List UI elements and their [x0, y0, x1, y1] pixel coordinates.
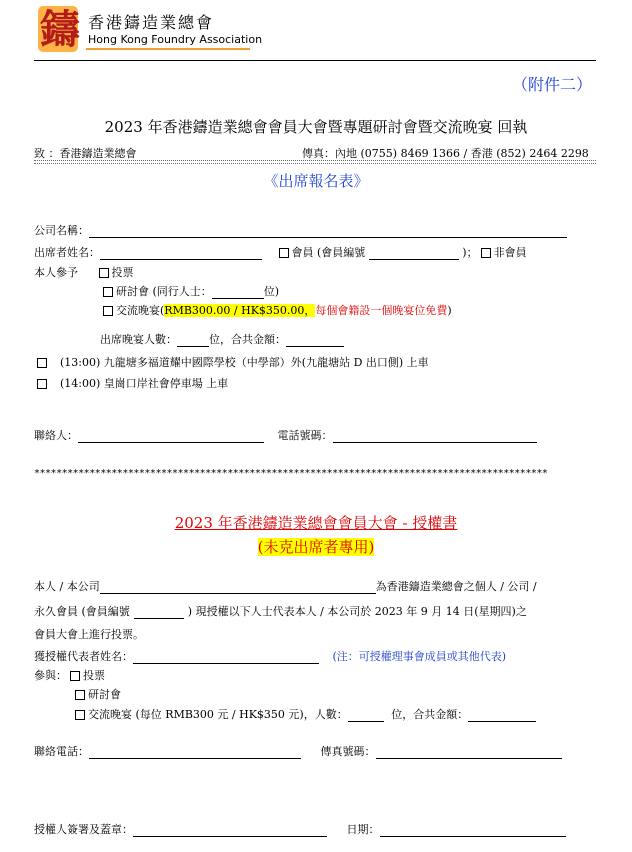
org-name-cn: 香港鑄造業總會: [88, 13, 215, 32]
join-row: [34, 264, 134, 280]
non-member-label: 非會員: [493, 246, 527, 259]
bus2-label: (14:00) 皇崗口岸社會停車場 上車: [60, 377, 229, 390]
member-label: 會員 (會員編號: [291, 246, 366, 259]
auth-fax-label: 傳真號碼：: [320, 745, 376, 758]
dinner-count-row: [100, 331, 344, 347]
org-underline: [86, 48, 250, 50]
dinner2-row: [72, 706, 536, 722]
rep-label: 獲授權代表者姓名：: [34, 650, 133, 663]
header-rule: [34, 60, 596, 61]
non-member-checkbox[interactable]: [481, 248, 491, 258]
attendee-row: [34, 244, 527, 260]
join-label: 本人參予: [34, 266, 78, 279]
seminar-label: 研討會 (同行人士：: [116, 285, 212, 298]
dotted-divider-2: [34, 163, 596, 164]
page-title: 2023 年香港鑄造業總會會員大會暨專題研討會暨交流晚宴 回執: [104, 118, 528, 136]
auth-line1-a: 本人 / 本公司: [34, 580, 100, 593]
company-row: [34, 222, 567, 238]
rep-note: (注：可授權理事會成員或其他代表): [332, 650, 507, 663]
member-checkbox[interactable]: [279, 248, 289, 258]
contact-row: [34, 427, 537, 443]
auth-line2: [34, 603, 527, 619]
auth-line1: [34, 578, 537, 594]
bus1-checkbox[interactable]: [37, 358, 47, 368]
bus2-row: [34, 375, 228, 391]
company-label: 公司名稱：: [34, 224, 89, 237]
vote2-checkbox[interactable]: [70, 671, 80, 681]
sign-row: [34, 821, 566, 837]
dinner-amount-field[interactable]: [286, 334, 344, 347]
rep-row: [34, 648, 506, 664]
auth-fax-field[interactable]: [376, 746, 562, 759]
dinner-label: 交流晚宴(: [116, 304, 165, 317]
auth-line2-b: ) 現授權以下人士代表本人 / 本公司於 2023 年 9 月 14 日(星期四)之: [187, 605, 527, 618]
auth-phone-field[interactable]: [89, 746, 301, 759]
auth-name-field[interactable]: [100, 581, 376, 594]
company-field[interactable]: [89, 225, 567, 238]
join2-label: 參與：: [34, 669, 67, 682]
auth-line3: 會員大會上進行投票。: [34, 628, 144, 641]
dinner2-label: 交流晚宴 (每位 RMB300 元 / HK$350 元)，人數：: [88, 708, 348, 721]
attendee-field[interactable]: [100, 247, 262, 260]
dinner2-amount-label: 位，合共金額：: [391, 708, 469, 721]
logo-mark: 鑄: [40, 6, 80, 53]
attachment-label: （附件二）: [511, 75, 592, 94]
form2-subtitle: (未克出席者專用): [257, 538, 375, 556]
seminar2-checkbox[interactable]: [75, 690, 85, 700]
date-field[interactable]: [380, 824, 566, 837]
recipient-line: 致 ：香港鑄造業總會: [34, 147, 137, 160]
bus1-label: (13:00) 九龍塘多福道耀中國際學校（中學部）外(九龍塘站 D 出口側) 上車: [60, 356, 429, 369]
org-name-en: Hong Kong Foundry Association: [88, 33, 263, 46]
dinner-close: ): [447, 304, 452, 317]
vote-label: 投票: [111, 266, 134, 279]
auth-phone-row: [34, 743, 562, 759]
bus1-row: [34, 354, 429, 370]
seminar-checkbox[interactable]: [103, 287, 113, 297]
form1-heading: 《出席報名表》: [263, 172, 369, 190]
bus2-checkbox[interactable]: [37, 379, 47, 389]
join2-row: [34, 667, 105, 683]
sign-label: 授權人簽署及蓋章：: [34, 823, 133, 836]
form2-title: 2023 年香港鑄造業總會會員大會 - 授權書: [174, 514, 458, 532]
dotted-divider: [34, 160, 596, 161]
dinner-count-label: 出席晚宴人數：: [100, 333, 177, 346]
phone-field[interactable]: [333, 430, 537, 443]
seminar-unit: 位): [263, 285, 280, 298]
dinner-checkbox[interactable]: [103, 306, 113, 316]
rep-field[interactable]: [133, 651, 319, 664]
attendee-label: 出席者姓名：: [34, 246, 100, 259]
form2-subtitle-row: [0, 536, 632, 557]
auth-member-number-field[interactable]: [134, 606, 184, 619]
seminar-row: [100, 283, 279, 299]
contact-field[interactable]: [78, 430, 264, 443]
dinner-free-note: 每個會籍設一個晚宴位免費: [315, 304, 448, 317]
sign-field[interactable]: [133, 824, 327, 837]
date-label: 日期：: [346, 823, 380, 836]
contact-label: 聯絡人：: [34, 429, 78, 442]
member-number-field[interactable]: [369, 247, 459, 260]
seminar2-row: [72, 686, 121, 702]
vote2-label: 投票: [83, 669, 105, 682]
dinner2-count-field[interactable]: [348, 709, 384, 722]
auth-phone-label: 聯絡電話：: [34, 745, 89, 758]
non-member-sep: ；: [466, 246, 478, 259]
phone-label: 電話號碼：: [277, 429, 333, 442]
auth-line1-b: 為香港鑄造業總會之個人 / 公司 /: [375, 580, 537, 593]
member-close: ): [462, 246, 467, 259]
auth-line2-a: 永久會員 (會員編號: [34, 605, 130, 618]
dinner2-checkbox[interactable]: [75, 710, 85, 720]
dinner-amount-label: 位，合共金額：: [209, 333, 286, 346]
dinner-count-field[interactable]: [177, 334, 209, 347]
dinner-row: [100, 302, 452, 318]
dinner-price: RMB300.00 / HK$350.00，: [164, 304, 316, 317]
dinner2-amount-field[interactable]: [468, 709, 536, 722]
seminar-companions-field[interactable]: [212, 286, 264, 299]
star-separator: *********************************************************************************************: [34, 468, 548, 479]
seminar2-label: 研討會: [88, 688, 121, 701]
fax-line: 傳真：內地 (0755) 8469 1366 / 香港 (852) 2464 2298: [302, 147, 589, 160]
vote-checkbox[interactable]: [99, 268, 109, 278]
